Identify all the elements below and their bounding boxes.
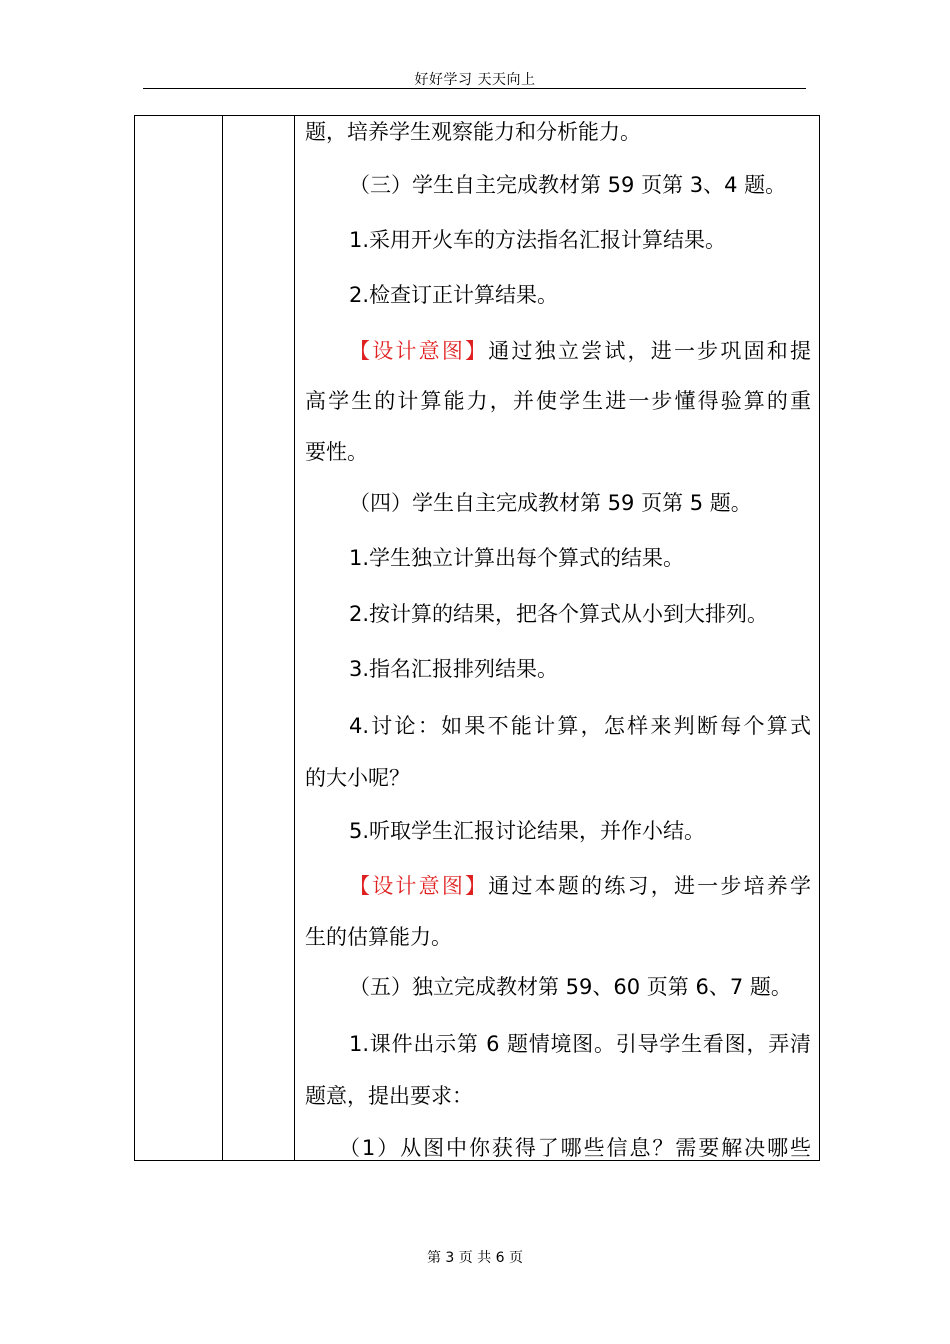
design-intent-line xyxy=(349,336,811,366)
paragraph-line: 高学生的计算能力，并使学生进一步懂得验算的重 xyxy=(305,389,811,413)
paragraph-line: 1.学生独立计算出每个算式的结果。 xyxy=(349,546,685,570)
page-footer: 第 3 页 共 6 页 xyxy=(426,1250,524,1266)
paragraph-line: 的大小呢？ xyxy=(305,766,410,790)
section-heading: （四）学生自主完成教材第 59 页第 5 题。 xyxy=(349,491,752,515)
paragraph-line: 题，培养学生观察能力和分析能力。 xyxy=(305,120,641,144)
design-intent-line xyxy=(349,871,811,901)
design-intent-text: 通过独立尝试，进一步巩固和提 xyxy=(488,339,812,363)
header-divider xyxy=(143,88,806,89)
design-intent-label: 【设计意图】 xyxy=(349,339,489,363)
paragraph-line: 2.检查订正计算结果。 xyxy=(349,283,559,307)
paragraph-line: 要性。 xyxy=(305,440,368,464)
paragraph-line: 1.采用开火车的方法指名汇报计算结果。 xyxy=(349,228,727,252)
paragraph-line: 生的估算能力。 xyxy=(305,925,452,949)
table-cell-stage xyxy=(135,116,222,1160)
paragraph-line: 5.听取学生汇报讨论结果，并作小结。 xyxy=(349,819,706,843)
paragraph-line: 题意，提出要求： xyxy=(305,1084,473,1108)
table-cell-teaching-process xyxy=(295,116,819,1160)
lesson-plan-table xyxy=(134,115,820,1161)
page-header: 好好学习 天天向上 xyxy=(414,72,536,88)
paragraph-line: 3.指名汇报排列结果。 xyxy=(349,657,559,681)
paragraph-line: 4.讨论：如果不能计算，怎样来判断每个算式 xyxy=(349,714,811,738)
paragraph-line: 1.课件出示第 6 题情境图。引导学生看图，弄清 xyxy=(349,1032,811,1056)
section-heading: （三）学生自主完成教材第 59 页第 3、4 题。 xyxy=(349,173,787,197)
section-heading: （五）独立完成教材第 59、60 页第 6、7 题。 xyxy=(349,975,792,999)
paragraph-line: 2.按计算的结果，把各个算式从小到大排列。 xyxy=(349,602,769,626)
table-cell-time xyxy=(223,116,294,1160)
design-intent-text: 通过本题的练习，进一步培养学 xyxy=(488,874,812,898)
paragraph-line: （1）从图中你获得了哪些信息？需要解决哪些 xyxy=(339,1136,811,1160)
design-intent-label: 【设计意图】 xyxy=(349,874,489,898)
